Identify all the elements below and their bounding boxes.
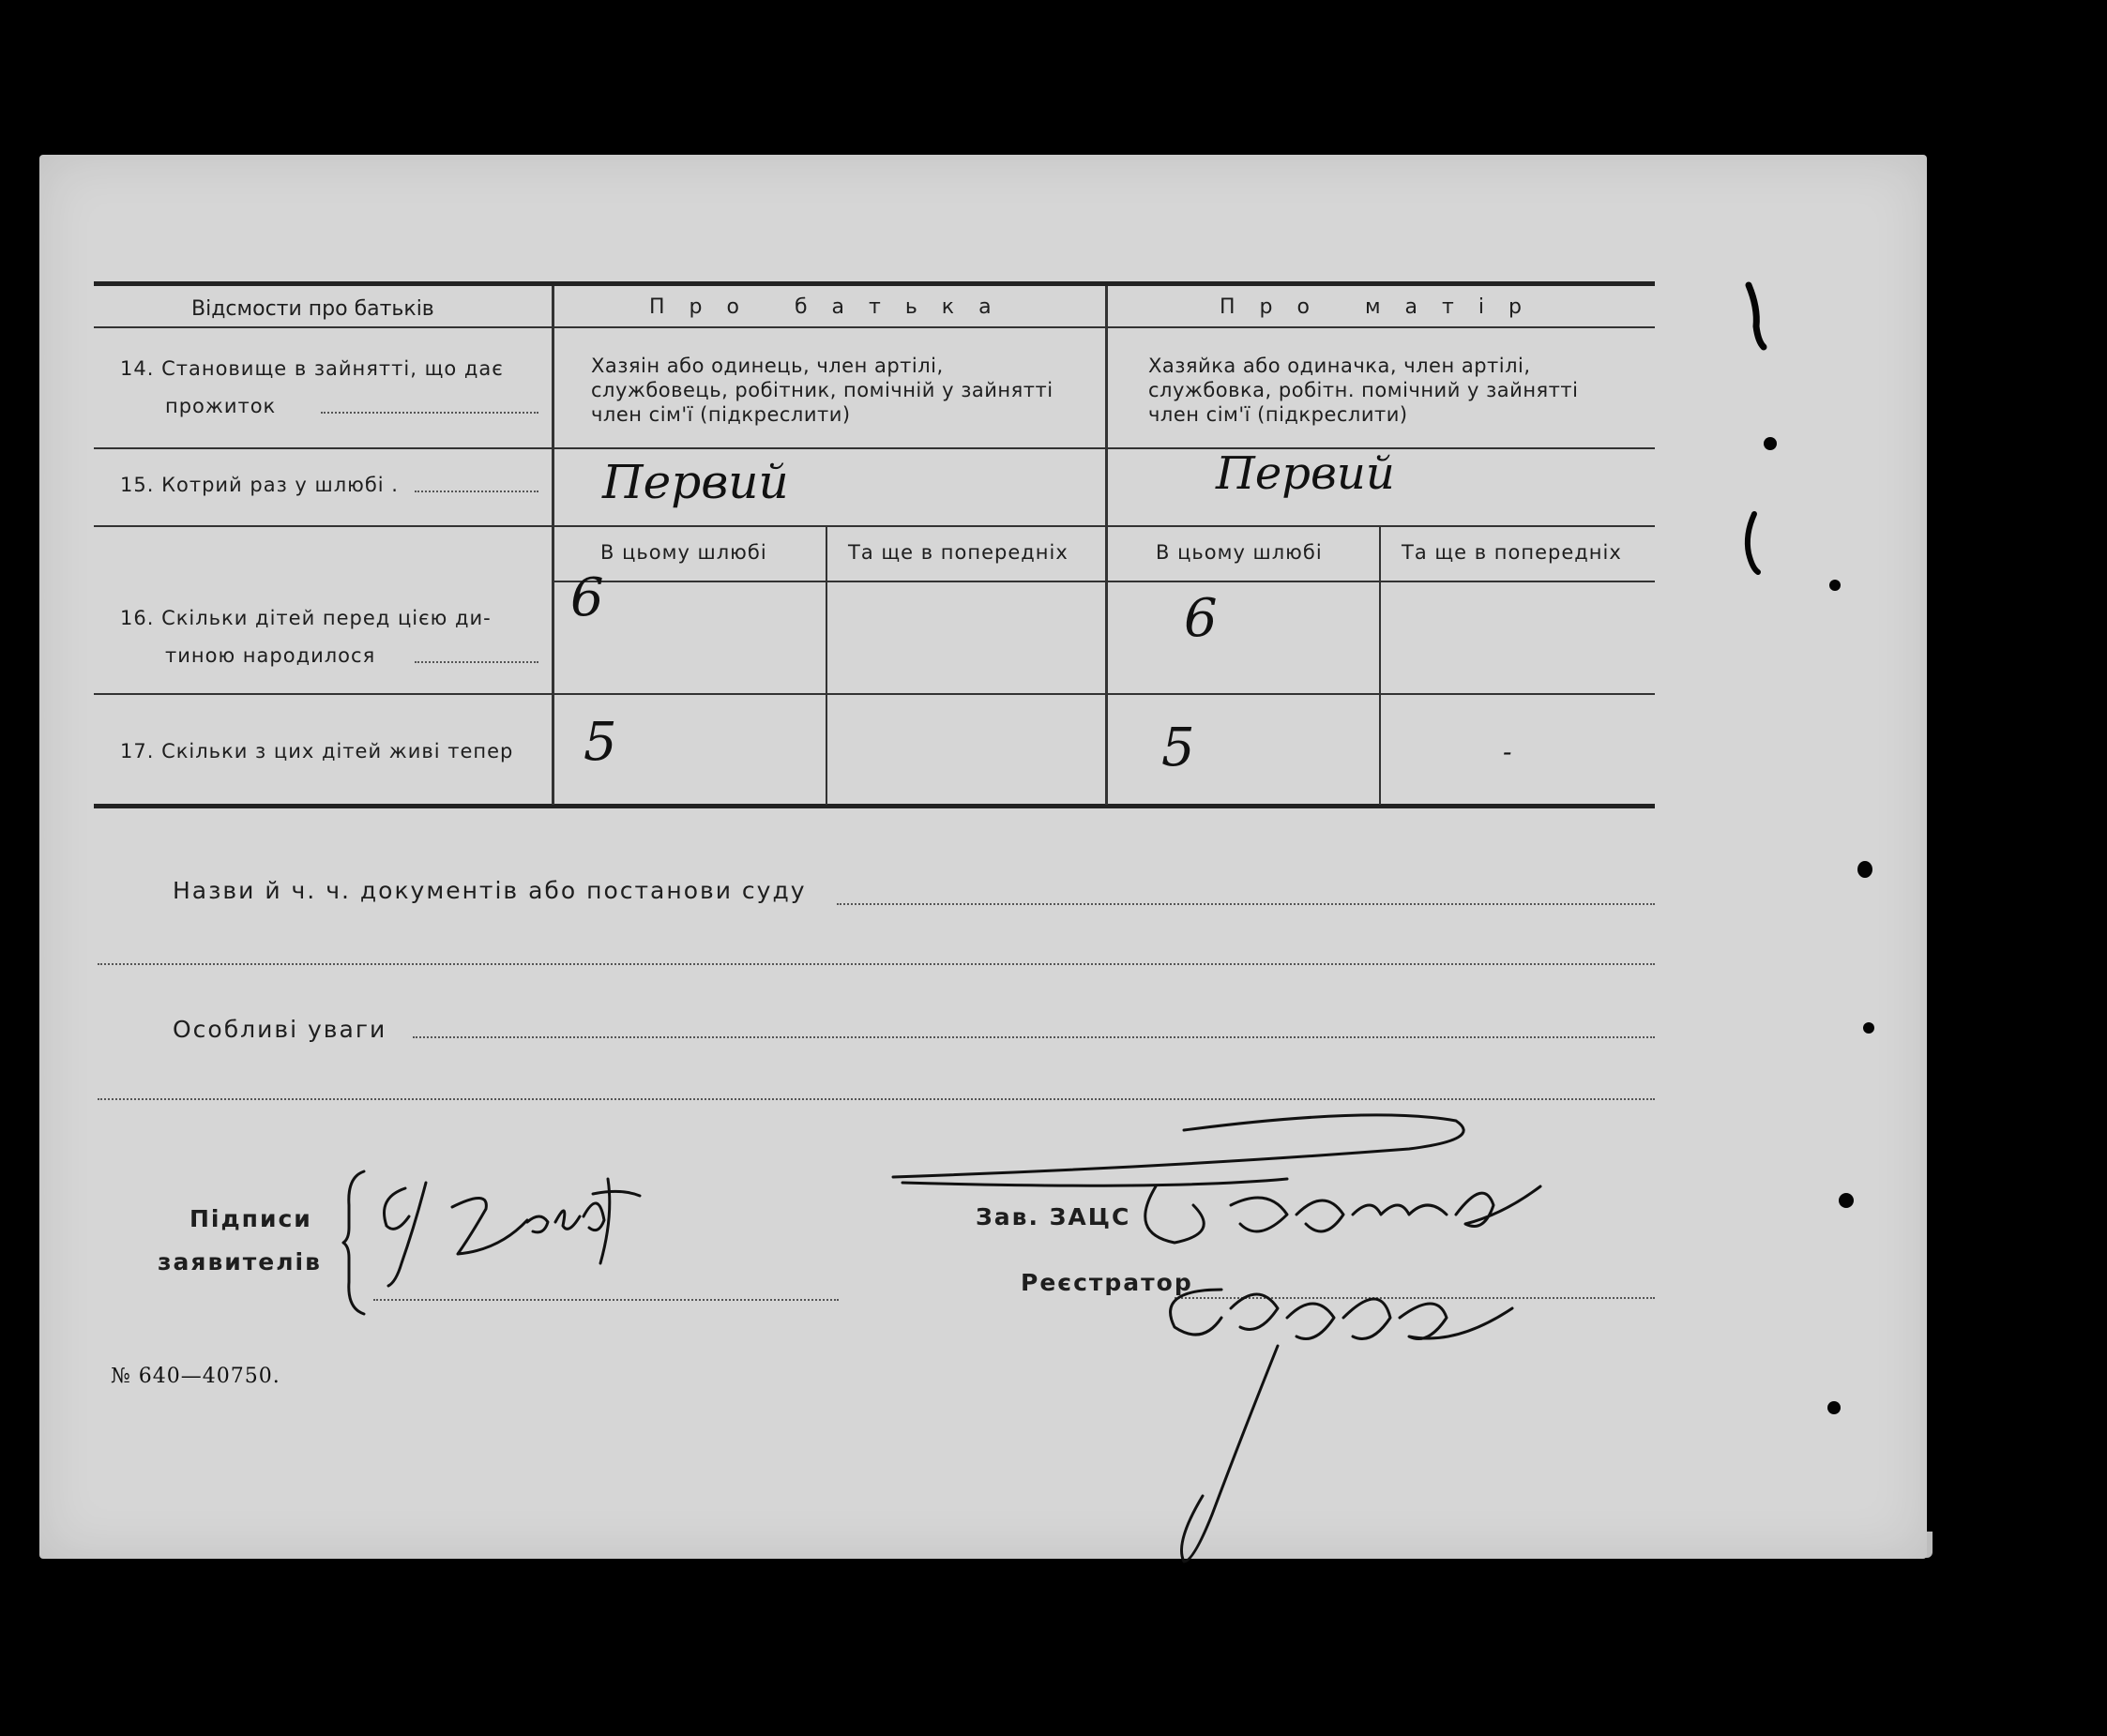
row16-label-line2: тиною народилося <box>165 644 376 667</box>
row15-father-value: Первий <box>602 455 789 509</box>
table-top-rule <box>94 281 1655 286</box>
father-mother-rule <box>1105 286 1108 805</box>
registrar-signature <box>1118 1252 1606 1627</box>
remarks-dots-1 <box>413 1036 1655 1038</box>
row15-mother-value: Первий <box>1216 447 1395 500</box>
punch-hole <box>1839 1193 1854 1208</box>
row16-label-line1: 16. Скільки дітей перед цією ди- <box>120 607 492 629</box>
header-mother: Про матір <box>1220 295 1546 319</box>
row14-leader-dots <box>321 412 538 414</box>
registrar-label: Реєстратор <box>1021 1269 1193 1296</box>
row16-rule <box>94 693 1655 695</box>
subheader-father-previous: Та ще в попередніх <box>848 541 1069 564</box>
row14-rule <box>94 447 1655 449</box>
applicants-label-line2: заявителів <box>158 1248 322 1276</box>
applicant-signature <box>368 1160 649 1301</box>
row14-label-line1: 14. Становище в зайнятті, що дає <box>120 357 504 380</box>
row14-label-line2: прожиток <box>165 395 277 417</box>
documents-dots-1 <box>837 903 1655 905</box>
row16-leader-dots <box>415 661 538 663</box>
head-label: Зав. ЗАЦС <box>976 1203 1131 1230</box>
row17-father-current: 5 <box>584 712 617 773</box>
header-father: Про батька <box>649 295 1016 319</box>
punch-hole <box>1863 1022 1874 1034</box>
punch-hole <box>1829 580 1841 591</box>
torn-hole <box>1730 279 1786 355</box>
row17-mother-previous: - <box>1503 736 1512 767</box>
footer-form-number: № 640—40750. <box>111 1365 280 1388</box>
label-column-rule <box>552 286 554 805</box>
header-rule <box>94 326 1655 328</box>
row15-leader-dots <box>415 491 538 492</box>
row15-label: 15. Котрий раз у шлюбі . <box>120 474 399 496</box>
subheader-mother-current: В цьому шлюбі <box>1156 541 1323 564</box>
father-sub-rule <box>826 525 827 805</box>
row16-father-current: 6 <box>570 567 604 628</box>
subheader-rule <box>553 581 1655 582</box>
header-label-column: Відсмости про батьків <box>191 297 434 321</box>
table-bottom-rule <box>94 804 1655 808</box>
row14-mother-text: Хазяйка або одиначка, член артілі, службовка, робітн. помічний у зайнятті член сім'ї (підкреслити) <box>1148 355 1579 426</box>
documents-label: Назви й ч. ч. документів або постанови суду <box>173 877 807 904</box>
subheader-father-current: В цьому шлюбі <box>600 541 767 564</box>
documents-dots-2 <box>98 963 1655 965</box>
row16-mother-current: 6 <box>1184 588 1218 649</box>
row17-label: 17. Скільки з цих дітей живі тепер <box>120 740 514 762</box>
form-sheet <box>39 155 1927 1559</box>
row17-mother-current: 5 <box>1161 717 1195 778</box>
row15-rule <box>94 525 1655 527</box>
applicants-brace <box>341 1168 370 1318</box>
subheader-mother-previous: Та ще в попередніх <box>1402 541 1622 564</box>
punch-hole <box>1857 861 1872 878</box>
torn-hole <box>1726 506 1782 581</box>
mother-sub-rule <box>1379 525 1381 805</box>
punch-hole <box>1764 437 1777 450</box>
row14-father-text: Хазяін або одинець, член артілі, службовець, робітник, помічній у зайнятті член сім'ї (підкреслити) <box>591 355 1054 426</box>
remarks-dots-2 <box>98 1098 1655 1100</box>
applicants-label-line1: Підписи <box>189 1205 312 1232</box>
punch-hole <box>1827 1401 1841 1414</box>
remarks-label: Особливі уваги <box>173 1016 387 1043</box>
